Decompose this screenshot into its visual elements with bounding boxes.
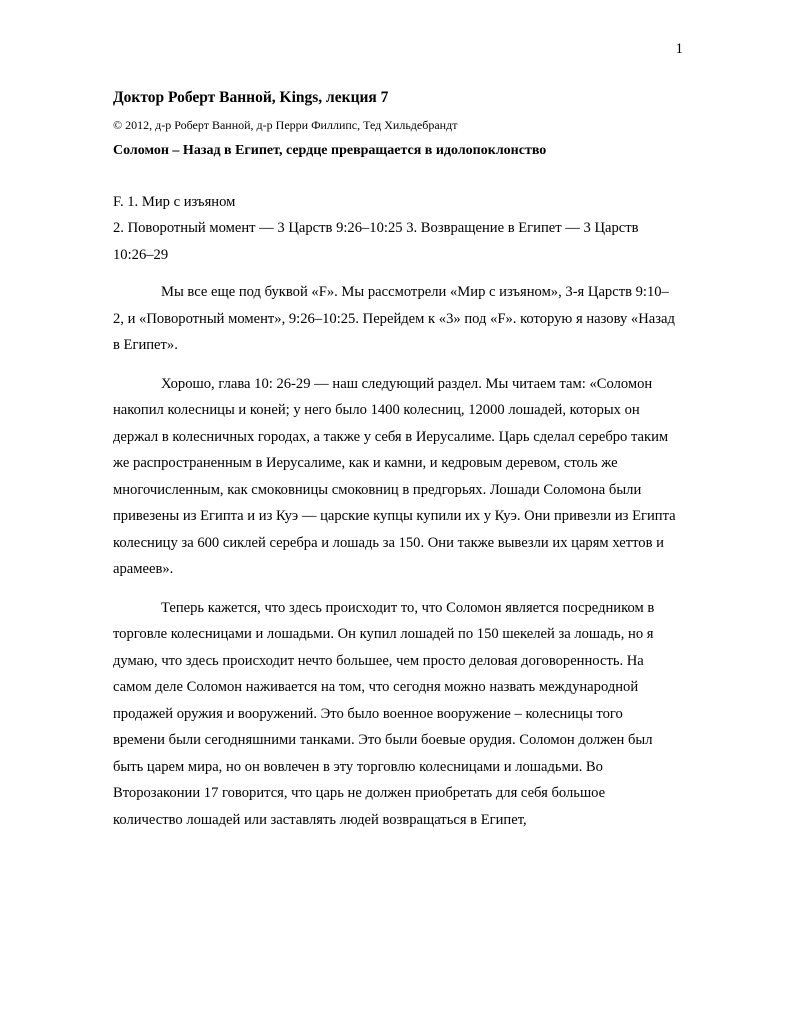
document-subtitle: Соломон – Назад в Египет, сердце превращается в идолопоклонство <box>113 142 547 158</box>
document-content <box>113 88 678 833</box>
paragraph-text: Мы все еще под буквой «F». Мы рассмотрели «Мир с изъяном», 3-я Царств 9:10–2, и «Поворотный момент», 9:26–10:25. Перейдем к «3» под «F». которую я назову «Назад в Египет». <box>113 284 675 354</box>
paragraph-spacer <box>113 268 678 279</box>
paragraph <box>113 371 678 583</box>
paragraph-text: Хорошо, глава 10: 26-29 — наш следующий раздел. Мы читаем там: «Соломон накопил колесницы и коней; у него было 1400 колесниц, 12000 лошадей, которых он держал в колесничных городах, а также у себя в Иерусалиме. Царь сделал серебро таким же распространенным в Иерусалиме, как и камни, и кедровым деревом, столь же многочисленным, как смоковницы смоковниц в предгорьях. Лошади Соломона были привезены из Египта и из Куэ — царские купцы купили их у Куэ. Они привезли из Египта колесницу за 600 сиклей серебра и лошадь за 150. Они также вывезли их царям хеттов и арамеев». <box>113 375 676 578</box>
paragraph-text: Теперь кажется, что здесь происходит то, что Соломон является посредником в торговле колесницами и лошадьми. Он купил лошадей по 150 шекелей за лошадь, но я думаю, что здесь происходит нечто большее, чем просто деловая договоренность. На самом деле Соломон наживается на том, что сегодня можно назвать международной продажей оружия и вооружений. Это было военное вооружение – колесницы того времени были сегодняшними танками. Это были боевые орудия. Соломон должен был быть царем мира, но он вовлечен в эту торговлю колесницами и лошадьми. Во Второзаконии 17 говорится, что царь не должен приобретать для себя большое количество лошадей или заставлять людей возвращаться в Египет, <box>113 599 655 828</box>
outline-line-1: F. 1. Мир с изъяном <box>113 193 236 210</box>
outline-line-2: 2. Поворотный момент — 3 Царств 9:26–10:25 3. Возвращение в Египет — 3 Царств 10:26–29 <box>113 220 639 263</box>
page-number: 1 <box>675 41 683 57</box>
paragraph <box>113 279 678 359</box>
paragraph <box>113 595 678 834</box>
document-title: Доктор Роберт Ванной, Kings, лекция 7 <box>113 89 389 106</box>
copyright-notice: © 2012, д-р Роберт Ванной, д-р Перри Филлипс, Тед Хильдебрандт <box>113 118 458 133</box>
